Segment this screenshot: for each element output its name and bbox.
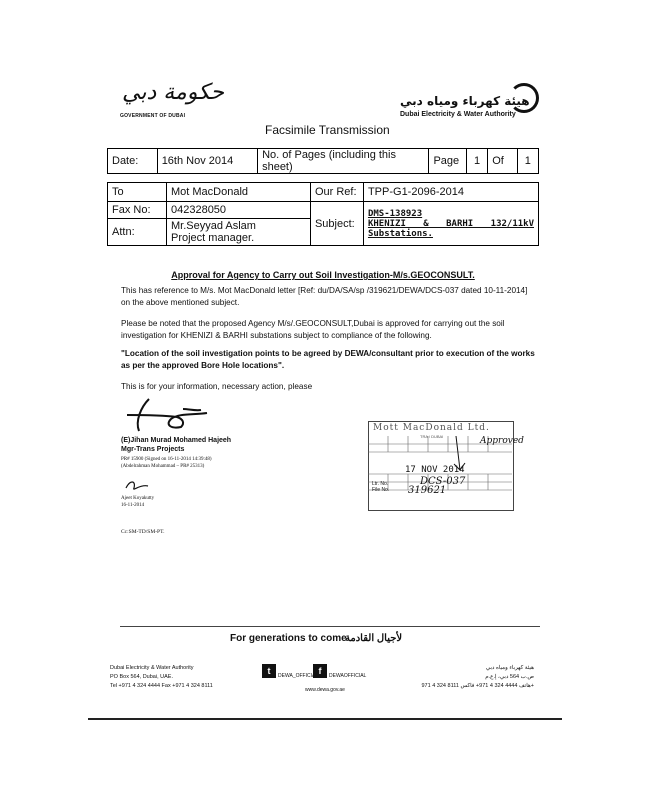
footer-pobox: PO Box 564, Dubai, UAE. xyxy=(110,674,173,680)
footer-org: Dubai Electricity & Water Authority xyxy=(110,665,194,671)
signatory-block xyxy=(121,436,231,454)
of-value: 1 xyxy=(517,149,538,174)
dewa-logo-icon xyxy=(509,83,539,113)
stamp-branch: TRA / DUBAI xyxy=(420,434,444,439)
footer-tel: Tel +971 4 324 4444 Fax +971 4 324 8111 xyxy=(110,683,213,689)
address-table xyxy=(107,182,539,246)
footer-address-english xyxy=(110,664,213,691)
page-label: Page xyxy=(429,149,467,174)
our-ref-label: Our Ref: xyxy=(310,183,363,202)
dewa-arabic-name: هيئة كهرباء ومياه دبي xyxy=(400,94,530,108)
footer-tagline: For generations to come xyxy=(230,633,347,644)
page-bottom-rule xyxy=(88,718,562,720)
subject-project: KHENIZI & BARHI 132/11kV xyxy=(367,218,534,229)
to-value: Mot MacDonald xyxy=(166,183,310,202)
paragraph-closing: This is for your information, necessary action, please xyxy=(121,382,313,391)
reviewer-block xyxy=(121,495,154,509)
signatory-name: (E)Jihan Murad Mohamed Hajeeh xyxy=(121,437,232,444)
footer-ar-org: هيئة كهرباء ومياه دبي xyxy=(485,665,534,671)
footer-tagline-arabic: لأجيال القادمة xyxy=(345,633,403,644)
signature-pr: PR# 15900 (Signed on 16-11-2014 14:39:48) xyxy=(121,457,212,462)
signatory-title: Mgr-Trans Projects xyxy=(121,446,185,453)
footer-address-arabic xyxy=(412,664,534,691)
government-of-dubai-label: GOVERNMENT OF DUBAI xyxy=(120,113,186,119)
paragraph-condition: "Location of the soil investigation points to be agreed by DEWA/consultant prior to execution of the works as per the approved Bore Hole locations". xyxy=(121,349,535,370)
stamp-file-label: File No. xyxy=(372,487,390,493)
footer-website[interactable]: www.dewa.gov.ae xyxy=(305,687,345,693)
reviewer-name: Ajeet Koyakutty xyxy=(121,496,155,501)
page-value: 1 xyxy=(466,149,487,174)
dewa-english-name: Dubai Electricity & Water Authority xyxy=(400,111,516,118)
subject-dms: DMS-138923 xyxy=(367,208,423,219)
facebook-icon[interactable]: f xyxy=(313,664,327,678)
attn-value xyxy=(166,219,310,246)
facebook-handle[interactable]: DEWAOFFICIAL xyxy=(329,673,367,679)
stamp-letter-label: Ltr. No. xyxy=(372,481,389,487)
cc-line: Cc:SM-TD/SM-PT. xyxy=(121,529,165,535)
attn-name: Mr.Seyyad Aslam xyxy=(170,220,256,232)
attn-label: Attn: xyxy=(108,219,167,246)
reviewer-date: 16-11-2014 xyxy=(121,503,145,508)
fax-value: 042328050 xyxy=(166,202,310,219)
of-label: Of xyxy=(488,149,517,174)
signature-image xyxy=(121,395,221,437)
date-pages-table xyxy=(107,148,539,174)
twitter-handle[interactable]: DEWA_OFFICIAL xyxy=(278,673,319,679)
subject-value xyxy=(363,202,538,246)
stamp-ref-labels xyxy=(372,481,389,493)
subject-substations: Substations. xyxy=(367,228,433,239)
prepared-by: (Abdelrahman Mohammad – PR# 25313) xyxy=(121,464,205,469)
date-label: Date: xyxy=(108,149,158,174)
paragraph-approval: Please be noted that the proposed Agency M/s/.GEOCONSULT,Dubai is approved for carrying out the soil investigation for KHENIZI & BARHI substations subject to compliance of the following. xyxy=(121,319,505,340)
letter-heading: Approval for Agency to Carry out Soil Investigation-M/s.GEOCONSULT. xyxy=(171,270,475,280)
to-label: To xyxy=(108,183,167,202)
stamp-handwritten-ref: DCS-037 xyxy=(420,476,466,487)
our-ref-value: TPP-G1-2096-2014 xyxy=(363,183,538,202)
subject-label: Subject: xyxy=(310,202,363,246)
stamp-handwritten-file: 319621 xyxy=(408,485,447,496)
initials-signature xyxy=(124,478,150,494)
footer-ar-pobox: ص.ب 564 دبي، إ.ع.م xyxy=(485,674,534,680)
stamp-company: Mott MacDonald Ltd. xyxy=(373,423,490,433)
stamp-date: 17 NOV 2014 xyxy=(405,465,465,475)
stamp-handwritten-note: Approved xyxy=(480,436,524,446)
date-value: 16th Nov 2014 xyxy=(157,149,257,174)
footer-ar-tel: هاتف 4444 324 4 971+ فاكس 8111 324 4 971+ xyxy=(421,683,534,689)
document-title: Facsimile Transmission xyxy=(265,123,390,137)
signature-details xyxy=(121,456,212,470)
fax-label: Fax No: xyxy=(108,202,167,219)
pages-label: No. of Pages (including this sheet) xyxy=(258,149,429,174)
footer-divider xyxy=(120,626,540,627)
twitter-icon[interactable]: t xyxy=(262,664,276,678)
paragraph-reference: This has reference to M/s. Mot MacDonald letter [Ref: du/DA/SA/sp /319621/DEWA/DCS-037 dated 10-11-2014] on the above mentioned subject. xyxy=(121,286,528,307)
attn-title: Project manager. xyxy=(170,232,255,244)
government-of-dubai-logo: حكومة دبي xyxy=(122,80,224,105)
